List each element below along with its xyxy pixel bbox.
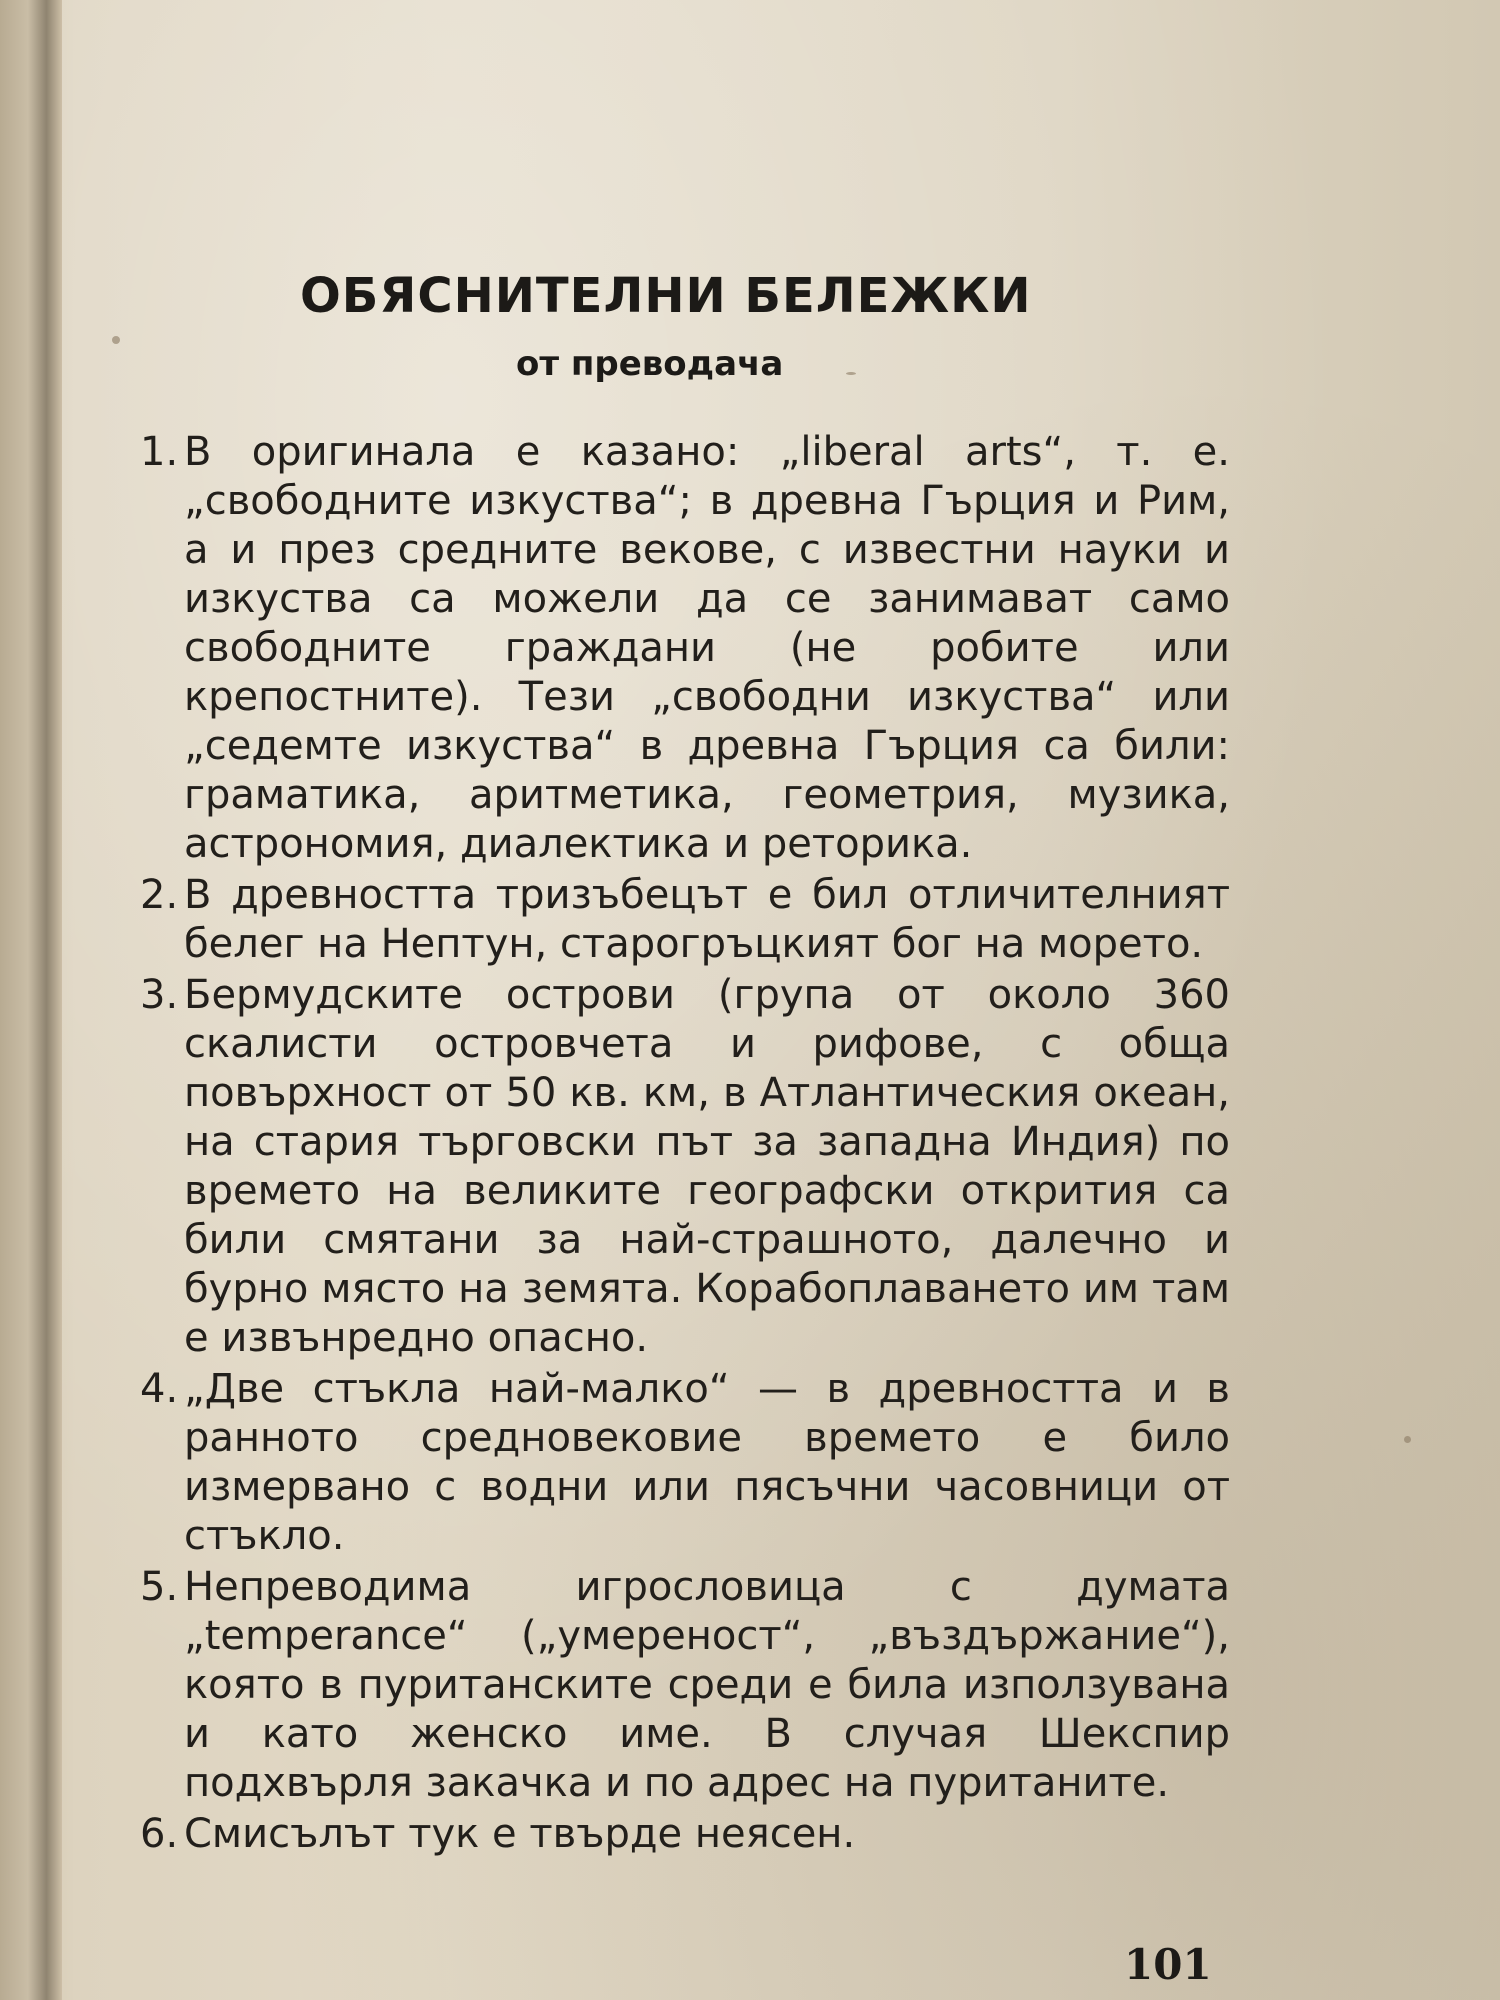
page-title: ОБЯСНИТЕЛНИ БЕЛЕЖКИ: [300, 268, 1032, 324]
note-item: [140, 1365, 1230, 1561]
notes-list: [140, 428, 1230, 1861]
note-text: В оригинала е казано: „liberal arts“, т. е. „свободните изкуства“; в древна Гърция и Рим, а и през средните векове, с известни науки и изкуства са можели да се занимават само свободните граждани (не робите или крепостните). Тези „свободни изкуства“ или „седемте изкуства“ в древна Гърция са били: граматика, аритметика, геометрия, музика, астрономия, диалектика и реторика.: [184, 429, 1230, 867]
note-number: 2.: [140, 872, 179, 918]
note-number: 3.: [140, 972, 179, 1018]
note-text: В древността тризъбецът е бил отличителният белег на Нептун, старогръцкият бог на морето.: [184, 872, 1230, 967]
note-number: 4.: [140, 1366, 179, 1412]
note-text: „Две стъкла най-малко“ — в древността и в ранното средновековие времето е било измервано с водни или пясъчни часовници от стъкло.: [184, 1366, 1230, 1559]
note-text: Непреводима игрословица с думата „temperance“ („умереност“, „въздържание“), която в пуританските среди е била използувана и като женско име. В случая Шекспир подхвърля закачка и по адрес на пуританите.: [184, 1564, 1230, 1806]
note-number: 1.: [140, 429, 179, 475]
note-text: Смисълът тук е твърде неясен.: [184, 1811, 856, 1857]
paper-speck: [112, 336, 120, 344]
note-number: 6.: [140, 1811, 179, 1857]
note-item: [140, 428, 1230, 869]
paper-speck: [846, 372, 856, 375]
page-subtitle: от преводача: [516, 344, 784, 384]
book-gutter: [0, 0, 62, 2000]
note-item: [140, 971, 1230, 1363]
note-number: 5.: [140, 1564, 179, 1610]
note-item: [140, 871, 1230, 969]
paper-speck: [1404, 1436, 1411, 1443]
note-item: [140, 1563, 1230, 1808]
page-number: 101: [1124, 1940, 1212, 1989]
note-item: [140, 1810, 1230, 1859]
note-text: Бермудските острови (група от около 360 скалисти островчета и рифове, с обща повърхност от 50 кв. км, в Атлантическия океан, на стария търговски път за западна Индия) по времето на великите географски открития са били смятани за най-страшното, далечно и бурно място на земята. Корабоплаването им там е извънредно опасно.: [184, 972, 1230, 1361]
